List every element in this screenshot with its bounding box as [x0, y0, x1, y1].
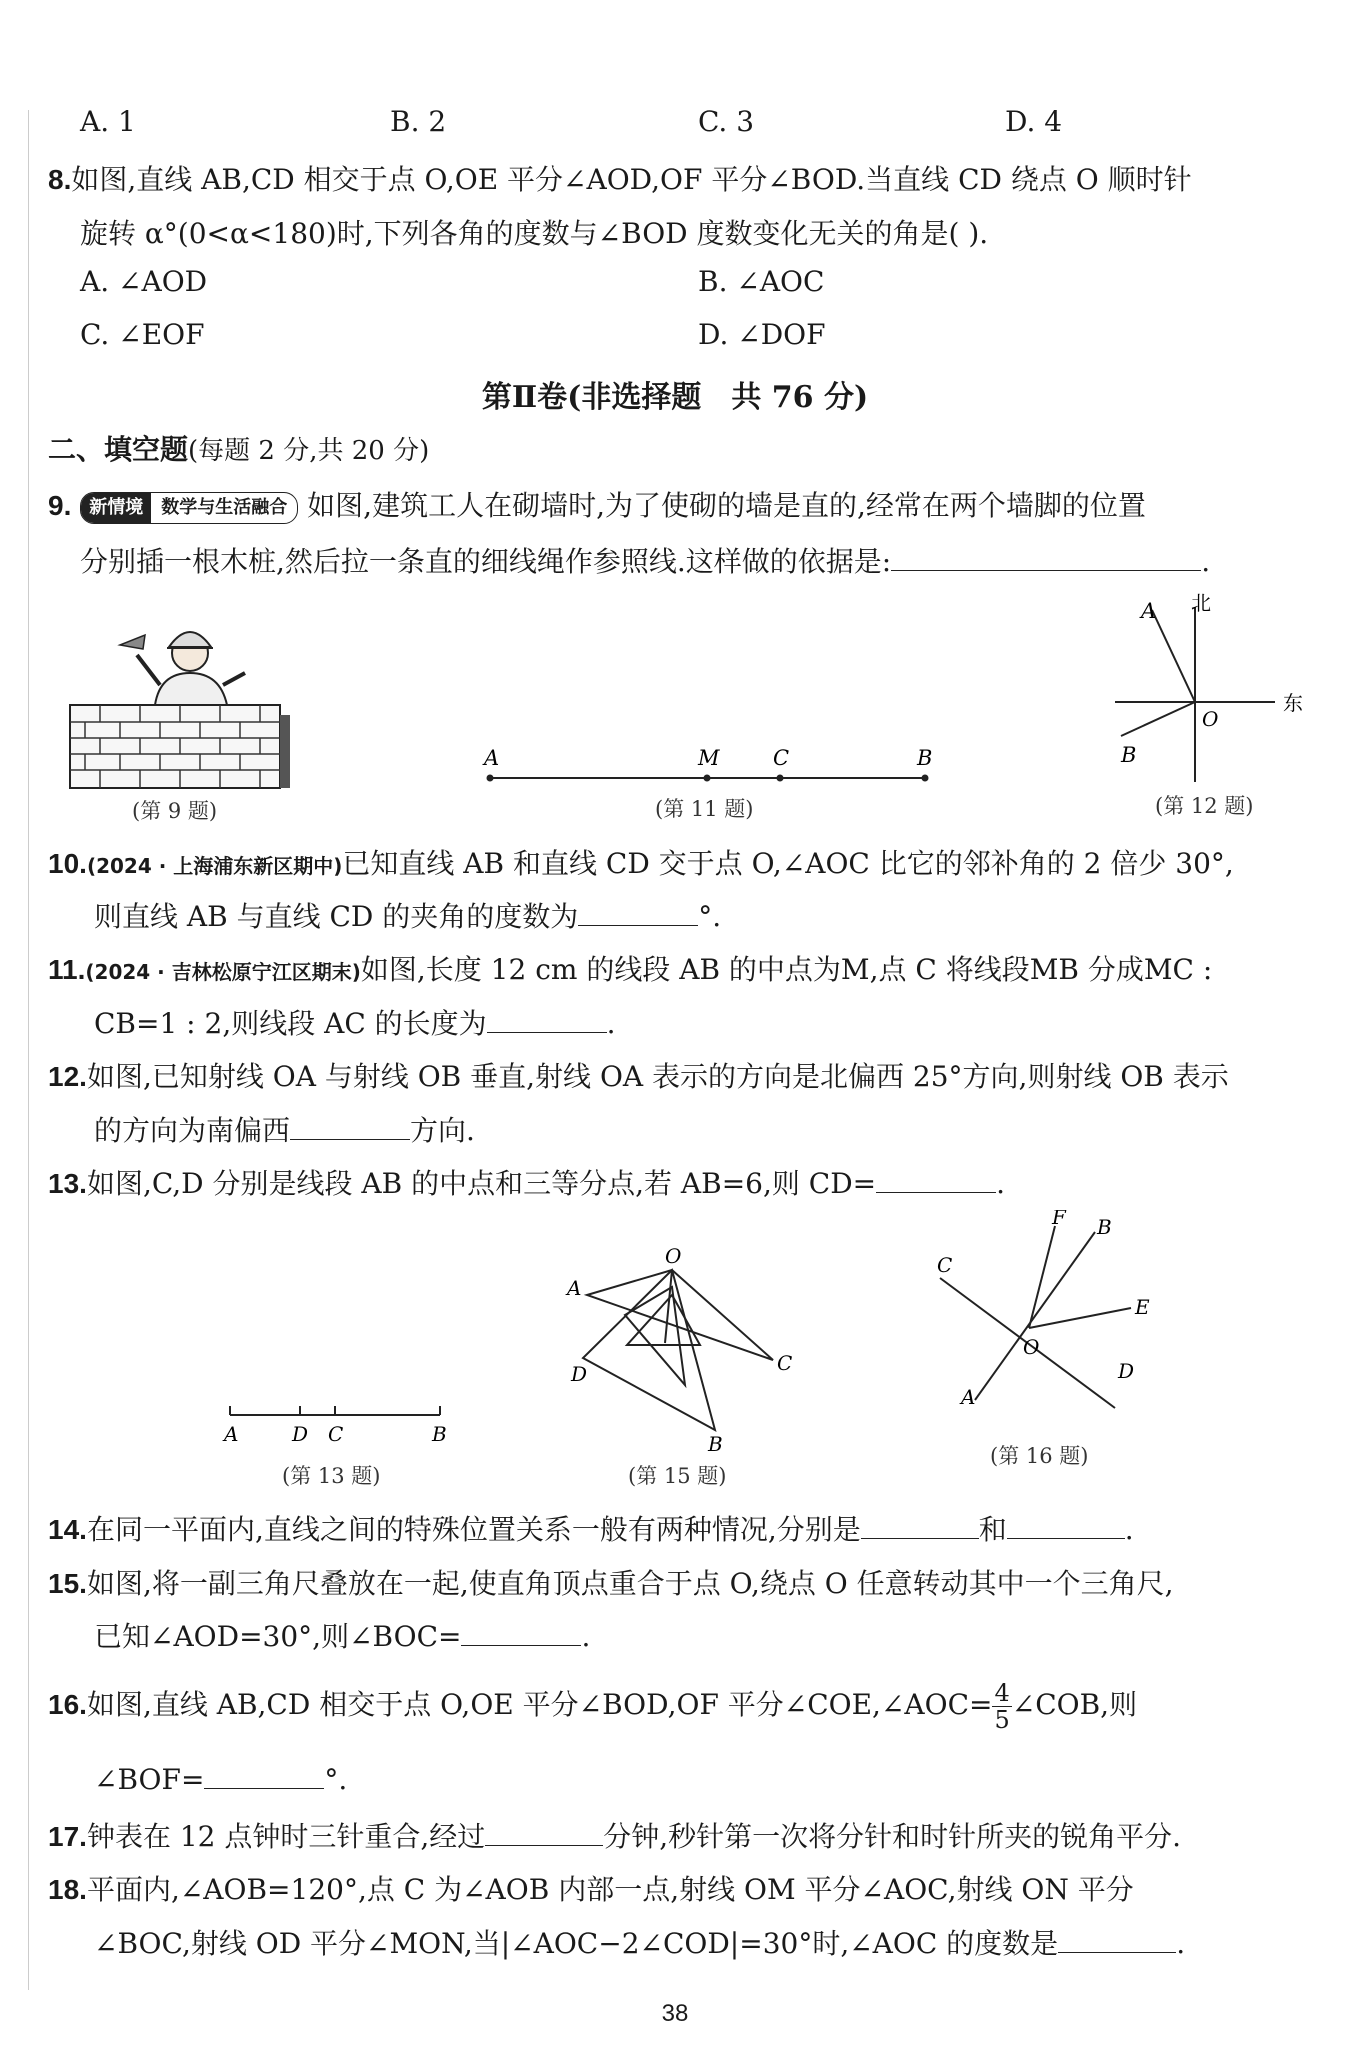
fig12-label-o: O [1202, 707, 1219, 731]
q11-text-line1: 如图,长度 12 cm 的线段 AB 的中点为M,点 C 将线段MB 分成MC : [360, 953, 1213, 986]
q15-line1 [48, 1562, 1174, 1602]
q14-number: 14. [48, 1514, 87, 1545]
fig12-compass-figure [1105, 592, 1325, 792]
fig11-point-a [487, 775, 494, 782]
q7-option-d: D. 4 [1005, 105, 1063, 138]
q8-number: 8. [48, 164, 72, 195]
q7-option-a: A. 1 [80, 105, 136, 138]
fig15-label-d: D [571, 1362, 588, 1386]
fig11-label-b: B [917, 746, 933, 770]
fig13-label-d: D [292, 1422, 309, 1446]
fig11-point-m [704, 775, 711, 782]
q11-number: 11. [48, 954, 86, 985]
fig12-ray-ob [1121, 702, 1195, 736]
q17-line1 [48, 1815, 1181, 1855]
page-number: 38 [661, 2000, 689, 2027]
q14-answer-blank-1[interactable] [861, 1512, 979, 1539]
q8-option-c: C. ∠EOF [80, 318, 205, 351]
q9-tag-life: 数学与生活融合 [161, 496, 288, 518]
q11-line2 [94, 1002, 616, 1042]
fig12-label-a: A [1141, 599, 1157, 623]
q13-number: 13. [48, 1168, 87, 1199]
q16-text-line2: ∠BOF= [94, 1763, 205, 1796]
fig16-label-c: C [937, 1253, 953, 1277]
q10-answer-blank[interactable] [578, 899, 698, 926]
q13-end: . [996, 1167, 1006, 1200]
q10-line2 [94, 895, 721, 935]
q9-text-line2: 分别插一根木桩,然后拉一条直的细线绳作参照线.这样做的依据是: [80, 545, 892, 578]
fig11-label-m: M [698, 746, 720, 770]
section2-note: (每题 2 分,共 20 分) [188, 436, 430, 466]
q14-line1 [48, 1508, 1134, 1548]
fig15-label-b: B [708, 1432, 723, 1455]
q9-text-line1: 如图,建筑工人在砌墙时,为了使砌的墙是直的,经常在两个墙脚的位置 [307, 489, 1146, 522]
fig13-label-a: A [224, 1422, 239, 1446]
q7-option-b: B. 2 [390, 105, 447, 138]
fig11-caption: (第 11 题) [655, 797, 754, 821]
section2-header [48, 428, 429, 468]
q9-tag-new: 新情境 [81, 493, 151, 523]
q18-number: 18. [48, 1874, 87, 1905]
fig15-set-squares-figure [555, 1245, 805, 1455]
part2-title: 第Ⅱ卷(非选择题 共 76 分) [481, 380, 869, 415]
q12-text-line2: 的方向为南偏西 [94, 1114, 291, 1147]
q11-end: . [606, 1007, 616, 1040]
q8-option-b: B. ∠AOC [698, 265, 825, 298]
q11-line1 [48, 948, 1212, 988]
q14-and: 和 [978, 1513, 1007, 1546]
q12-number: 12. [48, 1061, 87, 1092]
q10-line1 [48, 842, 1234, 882]
fig16-label-f: F [1052, 1210, 1066, 1229]
q12-end: 方向. [410, 1114, 475, 1147]
q16-frac-num: 4 [994, 1679, 1010, 1707]
q18-end: . [1176, 1927, 1186, 1960]
q15-end: . [581, 1620, 591, 1653]
q17-number: 17. [48, 1821, 87, 1852]
q11-source: (2024 · 吉林松原宁江区期末) [85, 960, 361, 984]
q16-end: °. [324, 1763, 348, 1796]
q10-text-line1: 已知直线 AB 和直线 CD 交于点 O,∠AOC 比它的邻补角的 2 倍少 30°, [342, 847, 1234, 880]
q14-text: 在同一平面内,直线之间的特殊位置关系一般有两种情况,分别是 [86, 1513, 861, 1546]
q16-number: 16. [48, 1689, 87, 1720]
fig15-caption: (第 15 题) [628, 1464, 727, 1488]
q11-text-line2: CB=1 : 2,则线段 AC 的长度为 [94, 1007, 487, 1040]
fig9-caption: (第 9 题) [132, 799, 218, 823]
q9-number: 9. [48, 490, 72, 521]
q8-line2: 旋转 α°(0<α<180)时,下列各角的度数与∠BOD 度数变化无关的角是( ). [80, 217, 989, 250]
q15-text-line2: 已知∠AOD=30°,则∠BOC= [94, 1620, 462, 1653]
q13-line1 [48, 1162, 1005, 1202]
fig11-segment-figure [470, 740, 940, 790]
q14-answer-blank-2[interactable] [1007, 1512, 1125, 1539]
q16-answer-blank[interactable] [204, 1762, 324, 1789]
q17-text-end: 分钟,秒针第一次将分针和时针所夹的锐角平分. [603, 1820, 1182, 1853]
q16-fraction [992, 1680, 1011, 1733]
fig12-label-b: B [1121, 743, 1137, 767]
q18-text-line1: 平面内,∠AOB=120°,点 C 为∠AOB 内部一点,射线 OM 平分∠AOC,射线 ON 平分 [86, 1873, 1134, 1906]
fig12-ray-oa [1152, 610, 1195, 702]
q7-option-c: C. 3 [698, 105, 755, 138]
fig11-point-b [922, 775, 929, 782]
q15-number: 15. [48, 1568, 87, 1599]
q16-text-line1b: ∠COB,则 [1011, 1688, 1138, 1721]
fig15-label-c: C [777, 1351, 793, 1375]
fig16-label-e: E [1135, 1295, 1150, 1319]
q15-text-line1: 如图,将一副三角尺叠放在一起,使直角顶点重合于点 O,绕点 O 任意转动其中一个三角尺, [86, 1567, 1174, 1600]
section2-title: 二、填空题 [48, 433, 189, 466]
fig16-label-b: B [1097, 1215, 1112, 1239]
fig16-ray-oe [1029, 1308, 1131, 1328]
fig16-caption: (第 16 题) [990, 1444, 1089, 1468]
q8-line1 [48, 158, 1192, 198]
q10-end: °. [698, 900, 722, 933]
q13-answer-blank[interactable] [876, 1166, 996, 1193]
fig16-label-d: D [1118, 1359, 1135, 1383]
fig15-label-o: O [665, 1245, 682, 1268]
q12-line1 [48, 1055, 1229, 1095]
q18-line1 [48, 1868, 1134, 1908]
q10-text-line2: 则直线 AB 与直线 CD 的夹角的度数为 [94, 900, 579, 933]
q8-option-d: D. ∠DOF [698, 318, 826, 351]
q9-end: . [1201, 545, 1211, 578]
q17-text: 钟表在 12 点钟时三针重合,经过 [86, 1820, 486, 1853]
q12-line2 [94, 1109, 475, 1149]
fig16-line-ab [975, 1232, 1095, 1400]
q15-line2 [94, 1615, 590, 1655]
q17-answer-blank[interactable] [485, 1819, 603, 1846]
q12-text-line1: 如图,已知射线 OA 与射线 OB 垂直,射线 OA 表示的方向是北偏西 25°方向,则射线 OB 表示 [86, 1060, 1229, 1093]
fig15-triangle-2 [583, 1270, 715, 1430]
q9-tag [80, 492, 298, 524]
q9-line2 [80, 540, 1210, 580]
q16-line1 [48, 1680, 1137, 1733]
fig13-label-c: C [328, 1422, 344, 1446]
q10-number: 10. [48, 848, 87, 879]
q9-answer-blank[interactable] [891, 544, 1201, 571]
fig13-label-b: B [432, 1422, 447, 1446]
fig16-lines-figure [935, 1210, 1165, 1420]
q13-text-line1: 如图,C,D 分别是线段 AB 的中点和三等分点,若 AB=6,则 CD= [86, 1167, 877, 1200]
q16-text-line1: 如图,直线 AB,CD 相交于点 O,OE 平分∠BOD,OF 平分∠COE,∠AOC= [86, 1688, 993, 1721]
fig15-label-a: A [567, 1276, 582, 1300]
q12-answer-blank[interactable] [290, 1113, 410, 1140]
fig13-segment-figure [215, 1395, 455, 1450]
fig16-label-o: O [1023, 1335, 1040, 1359]
q18-line2 [94, 1922, 1185, 1962]
q16-frac-den: 5 [994, 1706, 1010, 1734]
q8-text-line1: 如图,直线 AB,CD 相交于点 O,OE 平分∠AOD,OF 平分∠BOD.当直线 CD 绕点 O 顺时针 [71, 163, 1192, 196]
q16-line2 [94, 1762, 347, 1796]
fig12-label-east: 东 [1283, 691, 1303, 715]
fig11-label-a: A [484, 746, 500, 770]
fig12-label-north: 北 [1191, 592, 1211, 615]
q18-text-line2: ∠BOC,射线 OD 平分∠MON,当|∠AOC−2∠COD|=30°时,∠AOC 的度数是 [94, 1927, 1059, 1960]
fig13-caption: (第 13 题) [282, 1464, 381, 1488]
q15-answer-blank[interactable] [461, 1619, 581, 1646]
q18-answer-blank[interactable] [1058, 1926, 1176, 1953]
fig9-bricklayer-figure [65, 615, 305, 790]
fig11-label-c: C [773, 746, 790, 770]
fig16-label-a: A [961, 1385, 976, 1409]
q8-option-a: A. ∠AOD [80, 265, 208, 298]
q11-answer-blank[interactable] [487, 1006, 607, 1033]
q9-line1 [48, 484, 1146, 524]
fig11-point-c [777, 775, 784, 782]
fig16-ray-of [1029, 1226, 1055, 1328]
fig12-caption: (第 12 题) [1155, 794, 1254, 818]
q14-end: . [1124, 1513, 1134, 1546]
q10-source: (2024 · 上海浦东新区期中) [86, 854, 343, 878]
